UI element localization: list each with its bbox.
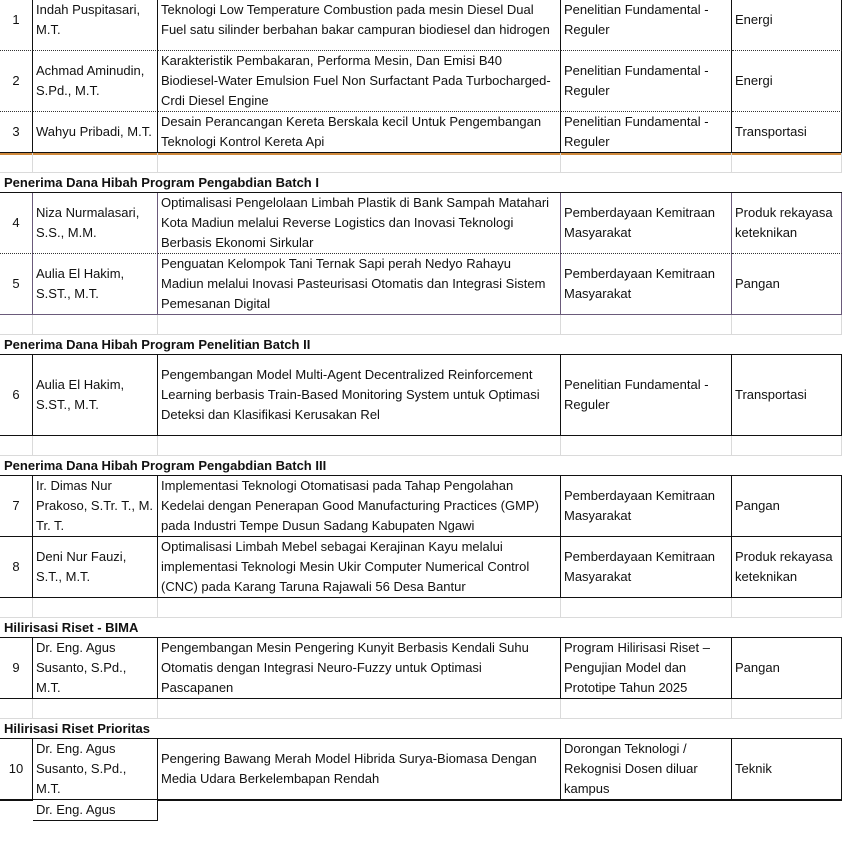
empty-cell[interactable] — [561, 436, 732, 456]
field: Produk rekayasa keteknikan — [735, 205, 833, 240]
cell-scheme[interactable] — [561, 193, 732, 254]
cell-scheme[interactable] — [561, 112, 732, 153]
researcher-name: Aulia El Hakim, S.ST., M.T. — [36, 377, 125, 412]
project-title: Desain Perancangan Kereta Berskala kecil Untuk Pengembangan Teknologi Kontrol Kereta Api — [161, 114, 542, 149]
cell-field[interactable] — [732, 638, 842, 699]
cell-scheme[interactable] — [561, 800, 732, 801]
scheme: Pemberdayaan Kemitraan Masyarakat — [564, 549, 716, 584]
field: Teknik — [735, 761, 772, 776]
table-row[interactable] — [0, 476, 842, 537]
researcher-name: Achmad Aminudin, S.Pd., M.T. — [36, 63, 145, 98]
table-row[interactable] — [0, 254, 842, 315]
cell-title[interactable] — [158, 112, 561, 153]
cell-no[interactable]: 9 — [0, 638, 33, 699]
section-title: Hilirisasi Riset Prioritas — [0, 719, 842, 739]
scheme: Dorongan Teknologi / Rekognisi Dosen diluar kampus — [564, 741, 698, 796]
project-title: Optimalisasi Limbah Mebel sebagai Kerajinan Kayu melalui implementasi Teknologi Mesin Ukir Computer Numerical Control (CNC) pada Karang Taruna Rajawali 56 Desa Bantur — [161, 539, 530, 594]
blank-row — [0, 153, 842, 173]
scheme: Pemberdayaan Kemitraan Masyarakat — [564, 266, 716, 301]
cell-field[interactable] — [732, 355, 842, 436]
field: Pangan — [735, 276, 780, 291]
blank-row — [0, 315, 842, 335]
cell-name[interactable] — [33, 800, 158, 821]
project-title: Pengembangan Mesin Pengering Kunyit Berbasis Kendali Suhu Otomatis dengan Integrasi Neuro-Fuzzy untuk Optimasi Pascapanen — [161, 640, 529, 695]
scheme: Penelitian Fundamental - Reguler — [564, 2, 709, 37]
scheme: Pemberdayaan Kemitraan Masyarakat — [564, 488, 716, 523]
section-title: Penerima Dana Hibah Program Pengabdian Batch III — [0, 456, 842, 476]
scheme: Penelitian Fundamental - Reguler — [564, 377, 709, 412]
cell-title[interactable] — [158, 51, 561, 112]
empty-cell[interactable] — [33, 315, 158, 335]
cell-title[interactable] — [158, 193, 561, 254]
table-row[interactable] — [0, 800, 842, 861]
cell-title[interactable] — [158, 638, 561, 699]
empty-cell[interactable] — [0, 598, 33, 618]
cell-no[interactable]: 10 — [0, 739, 33, 800]
cell-scheme[interactable] — [561, 0, 732, 51]
cell-scheme[interactable] — [561, 254, 732, 315]
cell-no[interactable] — [0, 800, 33, 801]
field: Transportasi — [735, 124, 807, 139]
researcher-name: Deni Nur Fauzi, S.T., M.T. — [36, 549, 127, 584]
researcher-name: Dr. Eng. Agus — [36, 802, 116, 817]
cell-field[interactable] — [732, 193, 842, 254]
table-row[interactable] — [0, 638, 842, 699]
cell-no[interactable]: 7 — [0, 476, 33, 537]
empty-cell[interactable] — [0, 436, 33, 456]
empty-cell[interactable] — [158, 598, 561, 618]
cell-no[interactable]: 2 — [0, 51, 33, 112]
empty-cell[interactable] — [33, 699, 158, 719]
empty-cell[interactable] — [732, 598, 842, 618]
empty-cell[interactable] — [33, 598, 158, 618]
empty-cell[interactable] — [0, 699, 33, 719]
table-row[interactable] — [0, 739, 842, 800]
project-title: Teknologi Low Temperature Combustion pada mesin Diesel Dual Fuel satu silinder berbahan bakar campuran biodiesel dan hidrogen — [161, 2, 550, 37]
cell-no[interactable]: 8 — [0, 537, 33, 598]
cell-no[interactable]: 3 — [0, 112, 33, 153]
cell-no[interactable]: 4 — [0, 193, 33, 254]
cell-field[interactable] — [732, 800, 842, 801]
table-row[interactable] — [0, 0, 842, 51]
cell-title[interactable] — [158, 0, 561, 51]
field: Pangan — [735, 660, 780, 675]
cell-field[interactable] — [732, 254, 842, 315]
cell-name[interactable] — [33, 739, 158, 800]
table-row[interactable] — [0, 51, 842, 112]
empty-cell[interactable] — [158, 699, 561, 719]
empty-cell[interactable] — [561, 153, 732, 173]
field: Produk rekayasa keteknikan — [735, 549, 833, 584]
researcher-name: Aulia El Hakim, S.ST., M.T. — [36, 266, 125, 301]
scheme: Penelitian Fundamental - Reguler — [564, 63, 709, 98]
project-title: Optimalisasi Pengelolaan Limbah Plastik di Bank Sampah Matahari Kota Madiun melalui Reverse Logistics dan Inovasi Teknologi Berbasis Ekonomi Sirkular — [161, 195, 550, 250]
cell-scheme[interactable] — [561, 638, 732, 699]
cell-name[interactable] — [33, 254, 158, 315]
project-title: Pengembangan Model Multi-Agent Decentralized Reinforcement Learning berbasis Train-Based Monitoring System untuk Optimasi Deteksi dan Klasifikasi Kerusakan Rel — [161, 367, 540, 422]
cell-name[interactable] — [33, 0, 158, 51]
empty-cell[interactable] — [33, 153, 158, 173]
empty-cell[interactable] — [33, 436, 158, 456]
table-row[interactable] — [0, 355, 842, 436]
cell-name[interactable] — [33, 51, 158, 112]
blank-row — [0, 699, 842, 719]
cell-no[interactable]: 6 — [0, 355, 33, 436]
cell-scheme[interactable] — [561, 355, 732, 436]
section-title: Penerima Dana Hibah Program Penelitian Batch II — [0, 335, 842, 355]
researcher-name: Niza Nurmalasari, S.S., M.M. — [36, 205, 140, 240]
cell-field[interactable] — [732, 537, 842, 598]
cell-no[interactable]: 1 — [0, 0, 33, 51]
blank-row — [0, 598, 842, 618]
cell-field[interactable] — [732, 476, 842, 537]
table-row[interactable] — [0, 193, 842, 254]
blank-row — [0, 436, 842, 456]
field: Transportasi — [735, 387, 807, 402]
section-title: Hilirisasi Riset - BIMA — [0, 618, 842, 638]
cell-name[interactable] — [33, 638, 158, 699]
section-title: Penerima Dana Hibah Program Pengabdian Batch I — [0, 173, 842, 193]
scheme: Program Hilirisasi Riset – Pengujian Model dan Prototipe Tahun 2025 — [564, 640, 710, 695]
empty-cell[interactable] — [158, 436, 561, 456]
project-title: Penguatan Kelompok Tani Ternak Sapi perah Nedyo Rahayu Madiun melalui Inovasi Pasteurisasi Otomatis dan Integrasi Sistem Pemesanan Digital — [161, 256, 546, 311]
cell-field[interactable] — [732, 112, 842, 153]
cell-title[interactable] — [158, 739, 561, 800]
project-title: Pengering Bawang Merah Model Hibrida Surya-Biomasa Dengan Media Udara Berkelembapan Rendah — [161, 751, 537, 786]
empty-cell[interactable] — [732, 436, 842, 456]
table-row[interactable] — [0, 112, 842, 153]
cell-title[interactable] — [158, 800, 561, 801]
empty-cell[interactable] — [732, 315, 842, 335]
empty-cell[interactable] — [0, 315, 33, 335]
cell-name[interactable] — [33, 476, 158, 537]
project-title: Karakteristik Pembakaran, Performa Mesin, Dan Emisi B40 Biodiesel-Water Emulsion Fuel Non Surfactant Pada Turbocharged-Crdi Diesel Engine — [161, 53, 551, 108]
empty-cell[interactable] — [561, 699, 732, 719]
cell-name[interactable] — [33, 193, 158, 254]
cell-title[interactable] — [158, 254, 561, 315]
cell-title[interactable] — [158, 476, 561, 537]
researcher-name: Dr. Eng. Agus Susanto, S.Pd., M.T. — [36, 640, 127, 695]
researcher-name: Dr. Eng. Agus Susanto, S.Pd., M.T. — [36, 741, 127, 796]
table-row[interactable] — [0, 537, 842, 598]
researcher-name: Indah Puspitasari, M.T. — [36, 2, 141, 37]
cell-name[interactable] — [33, 537, 158, 598]
field: Energi — [735, 12, 773, 27]
cell-name[interactable] — [33, 112, 158, 153]
cell-field[interactable] — [732, 0, 842, 51]
empty-cell[interactable] — [561, 598, 732, 618]
cell-scheme[interactable] — [561, 476, 732, 537]
empty-cell[interactable] — [158, 315, 561, 335]
cell-field[interactable] — [732, 739, 842, 800]
empty-cell[interactable] — [732, 153, 842, 173]
cell-title[interactable] — [158, 537, 561, 598]
project-title: Implementasi Teknologi Otomatisasi pada Tahap Pengolahan Kedelai dengan Penerapan Good Manufacturing Practices (GMP) pada Industri Tempe Dusun Sadang Kabupaten Ngawi — [161, 478, 539, 533]
cell-scheme[interactable] — [561, 51, 732, 112]
field: Energi — [735, 73, 773, 88]
cell-no[interactable]: 5 — [0, 254, 33, 315]
empty-cell[interactable] — [732, 699, 842, 719]
researcher-name: Ir. Dimas Nur Prakoso, S.Tr. T., M. Tr. T. — [36, 478, 154, 533]
cell-title[interactable] — [158, 355, 561, 436]
cell-field[interactable] — [732, 51, 842, 112]
cell-name[interactable] — [33, 355, 158, 436]
scheme: Penelitian Fundamental - Reguler — [564, 114, 709, 149]
cell-scheme[interactable] — [561, 739, 732, 800]
empty-cell[interactable] — [561, 315, 732, 335]
empty-cell[interactable] — [158, 153, 561, 173]
empty-cell[interactable] — [0, 153, 33, 173]
researcher-name: Wahyu Pribadi, M.T. — [36, 124, 152, 139]
field: Pangan — [735, 498, 780, 513]
cell-scheme[interactable] — [561, 537, 732, 598]
scheme: Pemberdayaan Kemitraan Masyarakat — [564, 205, 716, 240]
